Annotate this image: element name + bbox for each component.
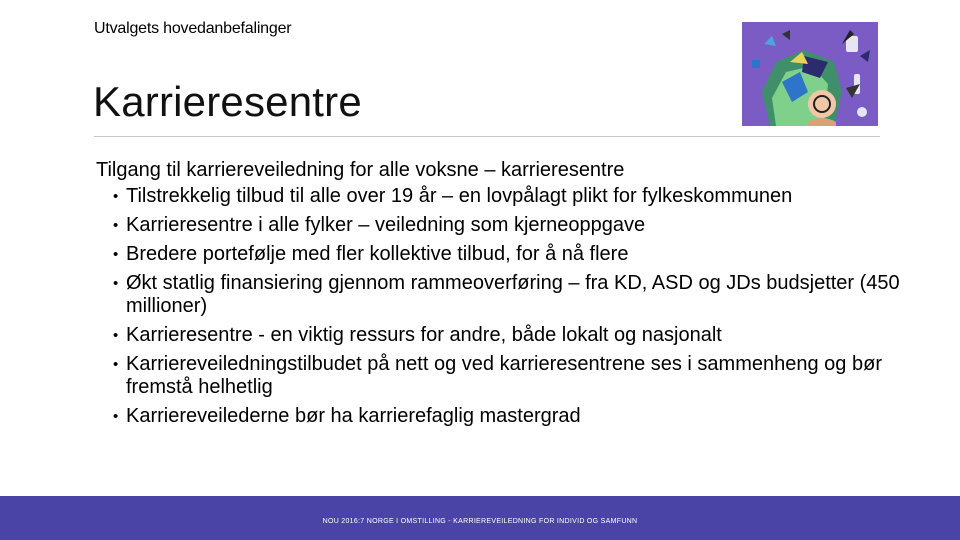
list-item-text: Økt statlig finansiering gjennom rammeoverføring – fra KD, ASD og JDs budsjetter (450 millioner) [126,272,900,317]
list-item-text: Karriereveiledningstilbudet på nett og ved karrieresentrene ses i sammenheng og bør fremstå helhetlig [126,353,882,398]
list-item [113,185,946,208]
footer-text: NOU 2016:7 NORGE I OMSTILLING - KARRIEREVEILEDNING FOR INDIVID OG SAMFUNN [322,518,638,525]
list-item-text: Bredere portefølje med fler kollektive tilbud, for å nå flere [126,243,629,265]
bullet-icon: • [113,356,119,373]
list-item [113,243,946,266]
bullet-icon: • [113,217,119,234]
list-item [113,272,946,318]
bullet-icon: • [113,327,119,344]
lead-line: Tilgang til karriereveiledning for alle voksne – karrieresentre [96,159,625,181]
list-item [113,405,946,428]
list-item-text: Tilstrekkelig tilbud til alle over 19 år – en lovpålagt plikt for fylkeskommunen [126,185,793,207]
list-item-text: Karriereveilederne bør ha karrierefaglig mastergrad [126,405,581,427]
bullet-icon: • [113,408,119,425]
bullet-list [96,185,946,428]
list-item-text: Karrieresentre - en viktig ressurs for andre, både lokalt og nasjonalt [126,324,722,346]
list-item [113,353,946,399]
title-divider [94,136,880,137]
footer-bar [0,496,960,540]
slide-body [96,156,946,434]
list-item-text: Karrieresentre i alle fylker – veiledning som kjerneoppgave [126,214,646,236]
bullet-icon: • [113,246,119,263]
slide-kicker: Utvalgets hovedanbefalinger [94,20,292,37]
list-item [113,324,946,347]
career-collage-illustration [742,22,878,126]
list-item [113,214,946,237]
slide-title: Karrieresentre [93,78,362,125]
bullet-icon: • [113,275,119,292]
bullet-icon: • [113,188,119,205]
collage-graphic [742,22,878,126]
